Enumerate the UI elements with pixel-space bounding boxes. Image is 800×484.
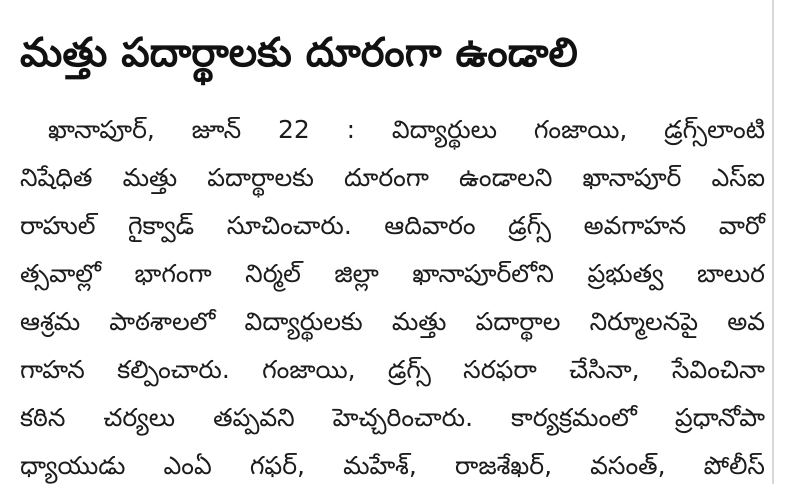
- article-headline: మత్తు పదార్థాలకు దూరంగా ఉండాలి: [20, 30, 578, 76]
- article-body: [20, 106, 765, 484]
- body-line-1: ఖానాపూర్, జూన్ 22 : విద్యార్థులు గంజాయి, డ్రగ్స్‌లాంటి: [48, 115, 765, 144]
- body-line-7: కఠిన చర్యలు తప్పవని హెచ్చరించారు. కార్యక్రమంలో ప్రధానోపా: [20, 403, 765, 432]
- body-line-8: ధ్యాయుడు ఎంఏ గఫర్, మహేశ్, రాజశేఖర్, వసంత్, పోలీస్: [20, 451, 765, 480]
- body-line-4: త్సవాల్లో భాగంగా నిర్మల్ జిల్లా ఖానాపూర్‌లోని ప్రభుత్వ బాలుర: [20, 259, 765, 288]
- column-rule: [772, 0, 774, 484]
- body-line-2: నిషేధిత మత్తు పదార్థాలకు దూరంగా ఉండాలని ఖానాపూర్ ఎస్ఐ: [20, 163, 765, 192]
- body-line-5: ఆశ్రమ పాఠశాలలో విద్యార్థులకు మత్తు పదార్థాల నిర్మూలనపై అవ: [20, 307, 765, 336]
- body-line-6: గాహన కల్పించారు. గంజాయి, డ్రగ్స్ సరఫరా చేసినా, సేవించినా: [20, 355, 765, 384]
- body-line-3: రాహుల్ గైక్వాడ్ సూచించారు. ఆదివారం డ్రగ్స్ అవగాహన వారో: [20, 211, 765, 240]
